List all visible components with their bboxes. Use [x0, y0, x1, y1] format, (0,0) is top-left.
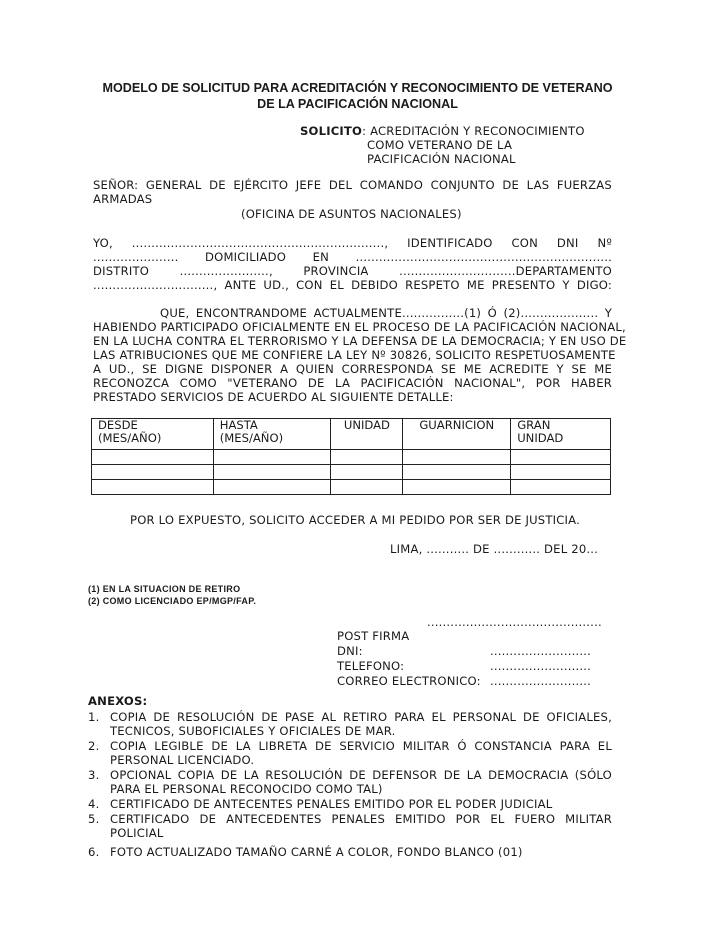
service-table	[91, 418, 611, 495]
closing-text: POR LO EXPUESTO, SOLICITO ACCEDER A MI PEDIDO POR SER DE JUSTICIA.	[130, 513, 580, 527]
header-desde: DESDE (MES/AÑO)	[92, 419, 214, 450]
annex-item-6-line1: FOTO ACTUALIZADO TAMAÑO CARNÉ A COLOR, FONDO BLANCO (01)	[110, 845, 523, 859]
annex-item-2-line2: PERSONAL LICENCIADO.	[110, 753, 255, 767]
identification-line3: DISTRITO ......................., PROVINCIA ..............................DEPARTAMENTO	[93, 264, 612, 278]
annex-item-5-line1: CERTIFICADO DE ANTECEDENTES PENALES EMITIDO POR EL FUERO MILITAR	[110, 812, 612, 826]
post-firma-label: POST FIRMA	[337, 629, 410, 643]
header-guarnicion: GUARNICION	[403, 419, 511, 450]
identification-line4: ..............................., ANTE UD., CON EL DEBIDO RESPETO ME PRESENTO Y DIGO:	[93, 278, 612, 292]
annex-item-4-num: 4.	[88, 797, 100, 811]
body-line1: QUE, ENCONTRANDOME ACTUALMENTE................(1) Ó (2).................... Y	[160, 306, 612, 320]
solicito-label: SOLICITO	[300, 124, 363, 138]
annex-item-1-num: 1.	[88, 710, 100, 724]
annex-item-6-num: 6.	[88, 845, 100, 859]
addressee-line1: SEÑOR: GENERAL DE EJÉRCITO JEFE DEL COMANDO CONJUNTO DE LAS FUERZAS	[93, 178, 612, 192]
annex-item-3-line1: OPCIONAL COPIA DE LA RESOLUCIÓN DE DEFENSOR DE LA DEMOCRACIA (SÓLO	[110, 768, 612, 782]
document-title-line1: MODELO DE SOLICITUD PARA ACREDITACIÓN Y RECONOCIMIENTO DE VETERANO	[102, 81, 613, 95]
annex-item-2-num: 2.	[88, 739, 100, 753]
dni-field: ..........................	[490, 644, 592, 658]
annex-item-1-line1: COPIA DE RESOLUCIÓN DE PASE AL RETIRO PARA EL PERSONAL DE OFICIALES,	[110, 710, 612, 724]
footnote-2: (2) COMO LICENCIADO EP/MGP/FAP.	[88, 596, 257, 606]
body-line3: EN LA LUCHA CONTRA EL TERRORISMO Y LA DEFENSA DE LA DEMOCRACIA; Y EN USO DE	[93, 334, 627, 348]
solicito-text: : ACREDITACIÓN Y RECONOCIMIENTO	[362, 124, 585, 138]
annex-item-2-line1: COPIA LEGIBLE DE LA LIBRETA DE SERVICIO MILITAR Ó CONSTANCIA PARA EL	[110, 739, 612, 753]
solicito-line2: COMO VETERANO DE LA	[367, 138, 513, 152]
footnote-1: (1) EN LA SITUACION DE RETIRO	[88, 584, 241, 594]
dni-label: DNI:	[337, 644, 363, 658]
body-line2: HABIENDO PARTICIPADO OFICIALMENTE EN EL PROCESO DE LA PACIFICACIÓN NACIONAL,	[93, 320, 626, 334]
annex-item-3-num: 3.	[88, 768, 100, 782]
table-row	[92, 480, 611, 495]
annex-item-5-num: 5.	[88, 812, 100, 826]
correo-label: CORREO ELECTRONICO:	[337, 674, 481, 688]
body-line5: A UD., SE DIGNE DISPONER A QUIEN CORRESPONDA SE ME ACREDITE Y SE ME	[93, 362, 612, 376]
solicito-line1	[300, 124, 585, 138]
annex-item-4-line1: CERTIFICADO DE ANTECENTES PENALES EMITIDO POR EL PODER JUDICIAL	[110, 797, 553, 811]
identification-line2: ...................... DOMICILIADO EN ..................................................................	[93, 250, 612, 264]
date-line: LIMA, ........... DE ............ DEL 20...	[390, 542, 599, 556]
body-line6: RECONOZCA COMO "VETERANO DE LA PACIFICACIÓN NACIONAL", POR HABER	[93, 376, 612, 390]
telefono-label: TELEFONO:	[337, 659, 405, 673]
service-table-header-row	[92, 419, 611, 450]
signature-line: .............................................	[427, 615, 602, 629]
document-title-line2: DE LA PACIFICACIÓN NACIONAL	[257, 97, 458, 111]
identification-line1: YO, ................................................................., IDENTIFICADO CON DNI Nº	[93, 236, 612, 250]
table-row	[92, 450, 611, 465]
telefono-field: ..........................	[490, 659, 592, 673]
header-gran-unidad: GRAN UNIDAD	[511, 419, 611, 450]
annex-item-1-line2: TECNICOS, SUBOFICIALES Y OFICIALES DE MAR.	[110, 724, 396, 738]
annexes-title: ANEXOS:	[88, 694, 148, 708]
table-row	[92, 465, 611, 480]
header-hasta: HASTA (MES/AÑO)	[213, 419, 331, 450]
annex-item-3-line2: PARA EL PERSONAL RECONOCIDO COMO TAL)	[110, 782, 383, 796]
addressee-line2: ARMADAS	[93, 192, 153, 206]
body-line7: PRESTADO SERVICIOS DE ACUERDO AL SIGUIENTE DETALLE:	[93, 390, 454, 404]
correo-field: ..........................	[490, 674, 592, 688]
annex-item-5-line2: POLICIAL	[110, 826, 164, 840]
solicito-line3: PACIFICACIÓN NACIONAL	[367, 152, 516, 166]
header-unidad: UNIDAD	[331, 419, 403, 450]
body-line4: LAS ATRIBUCIONES QUE ME CONFIERE LA LEY Nº 30826, SOLICITO RESPETUOSAMENTE	[93, 348, 616, 362]
addressee-line3: (OFICINA DE ASUNTOS NACIONALES)	[241, 207, 462, 221]
